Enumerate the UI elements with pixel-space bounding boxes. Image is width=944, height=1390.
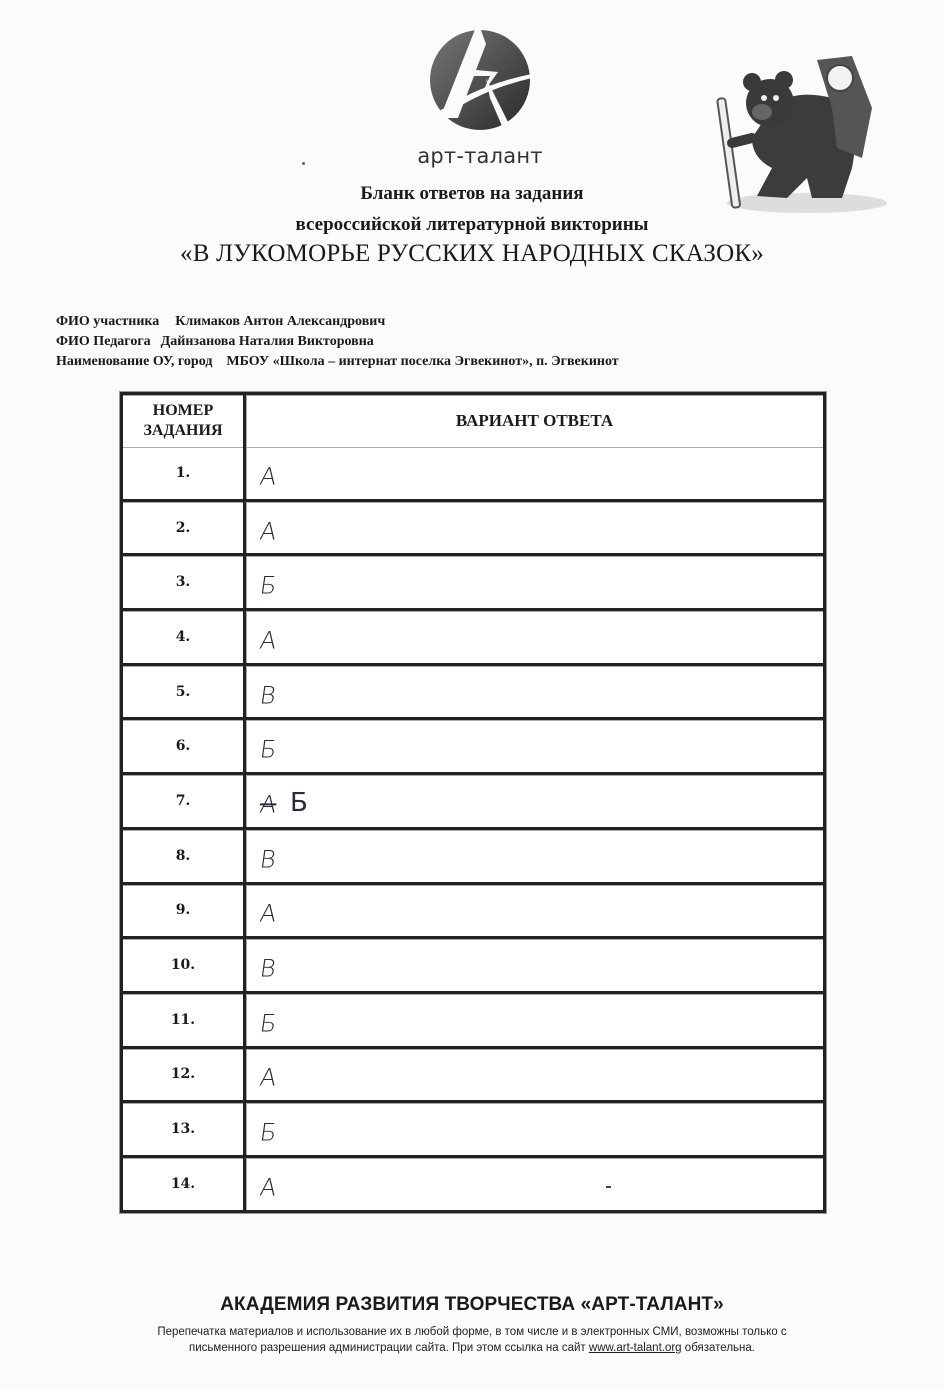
- footer-copyright: [70, 1324, 874, 1356]
- answer-cell[interactable]: [246, 1049, 823, 1101]
- form-title: Бланк ответов на задания: [360, 183, 584, 204]
- logo-text: арт-талант: [417, 144, 543, 168]
- handwritten-answer: В: [258, 680, 278, 709]
- task-number: 7.: [123, 775, 246, 827]
- table-row: [123, 663, 823, 718]
- handwritten-answer: А: [258, 1173, 279, 1202]
- table-row: [123, 827, 823, 882]
- answer-cell[interactable]: [246, 666, 823, 718]
- participant-label: ФИО участника: [56, 314, 160, 329]
- school-name: МБОУ «Школа – интернат поселка Эгвекинот», п. Эгвекинот: [226, 354, 619, 369]
- answer-cell[interactable]: [246, 611, 823, 663]
- handwritten-answer: А: [258, 790, 279, 819]
- table-header: [123, 395, 823, 447]
- task-number: 4.: [123, 611, 246, 663]
- handwritten-correction: Б: [290, 787, 308, 818]
- answer-table: [120, 392, 826, 1213]
- table-row: [123, 499, 823, 554]
- handwritten-answer: А: [258, 899, 279, 928]
- answer-cell[interactable]: [246, 502, 823, 554]
- footer-line2-start: письменного разрешения администрации сайта. При этом ссылка на сайт: [189, 1342, 586, 1354]
- handwritten-answer: В: [258, 954, 278, 983]
- answer-cell[interactable]: [246, 994, 823, 1046]
- answer-cell[interactable]: [246, 1158, 823, 1210]
- footer-line1: Перепечатка материалов и использование их в любой форме, в том числе и в электронных СМИ, возможны только с: [157, 1326, 787, 1338]
- task-number: 11.: [123, 994, 246, 1046]
- handwritten-answer: А: [258, 462, 279, 491]
- task-number: 3.: [123, 556, 246, 608]
- task-number: 14.: [123, 1158, 246, 1210]
- form-subtitle: всероссийской литературной викторины: [295, 214, 649, 235]
- task-number: 9.: [123, 885, 246, 937]
- handwritten-answer: Б: [258, 1009, 279, 1038]
- footer-title: АКАДЕМИЯ РАЗВИТИЯ ТВОРЧЕСТВА «АРТ-ТАЛАНТ»: [220, 1294, 724, 1315]
- answer-cell[interactable]: [246, 885, 823, 937]
- handwritten-answer: Б: [258, 571, 279, 600]
- school-label: Наименование ОУ, город: [56, 354, 213, 369]
- handwritten-answer: А: [258, 626, 279, 655]
- pen-mark: [606, 1186, 611, 1188]
- table-row: [123, 772, 823, 827]
- task-number: 13.: [123, 1103, 246, 1155]
- speck: [302, 162, 305, 165]
- school-row: [56, 352, 619, 372]
- table-row: [123, 447, 823, 499]
- answer-cell[interactable]: [246, 1103, 823, 1155]
- participant-info: [56, 312, 619, 372]
- answer-cell[interactable]: [246, 720, 823, 772]
- answer-cell[interactable]: [246, 830, 823, 882]
- table-row: [123, 936, 823, 991]
- site-link[interactable]: www.art-talant.org: [588, 1342, 682, 1354]
- answer-cell[interactable]: [246, 556, 823, 608]
- header-num-line1: НОМЕР: [152, 402, 214, 419]
- art-talant-logo-icon: [420, 14, 540, 134]
- table-row: [123, 882, 823, 937]
- task-number: 2.: [123, 502, 246, 554]
- task-number: 12.: [123, 1049, 246, 1101]
- table-row: [123, 717, 823, 772]
- footer-line2: [70, 1340, 874, 1356]
- table-row: [123, 1155, 823, 1210]
- handwritten-answer: В: [258, 845, 278, 874]
- quiz-name: «В ЛУКОМОРЬЕ РУССКИХ НАРОДНЫХ СКАЗОК»: [180, 240, 764, 267]
- header-answer: ВАРИАНТ ОТВЕТА: [455, 411, 614, 430]
- task-number: 10.: [123, 939, 246, 991]
- footer-line2-end: обязательна.: [684, 1342, 755, 1354]
- answer-cell[interactable]: [246, 939, 823, 991]
- table-row: [123, 553, 823, 608]
- teacher-name: Дайнзанова Наталия Викторовна: [160, 334, 374, 349]
- table-row: [123, 608, 823, 663]
- participant-name: Климаков Антон Александрович: [175, 314, 386, 329]
- task-number: 6.: [123, 720, 246, 772]
- handwritten-answer: Б: [258, 1118, 279, 1147]
- handwritten-answer: Б: [258, 735, 279, 764]
- table-row: [123, 1046, 823, 1101]
- handwritten-answer: А: [258, 1063, 279, 1092]
- table-row: [123, 991, 823, 1046]
- header-task-number: [123, 395, 246, 447]
- header-num-line2: ЗАДАНИЯ: [143, 422, 223, 439]
- table-row: [123, 1100, 823, 1155]
- participant-row: [56, 312, 619, 332]
- task-number: 8.: [123, 830, 246, 882]
- teacher-label: ФИО Педагога: [56, 334, 151, 349]
- task-number: 5.: [123, 666, 246, 718]
- task-number: 1.: [123, 447, 246, 499]
- answer-cell[interactable]: [246, 447, 823, 499]
- teacher-row: [56, 332, 619, 352]
- handwritten-answer: А: [258, 516, 279, 545]
- answer-cell[interactable]: [246, 775, 823, 827]
